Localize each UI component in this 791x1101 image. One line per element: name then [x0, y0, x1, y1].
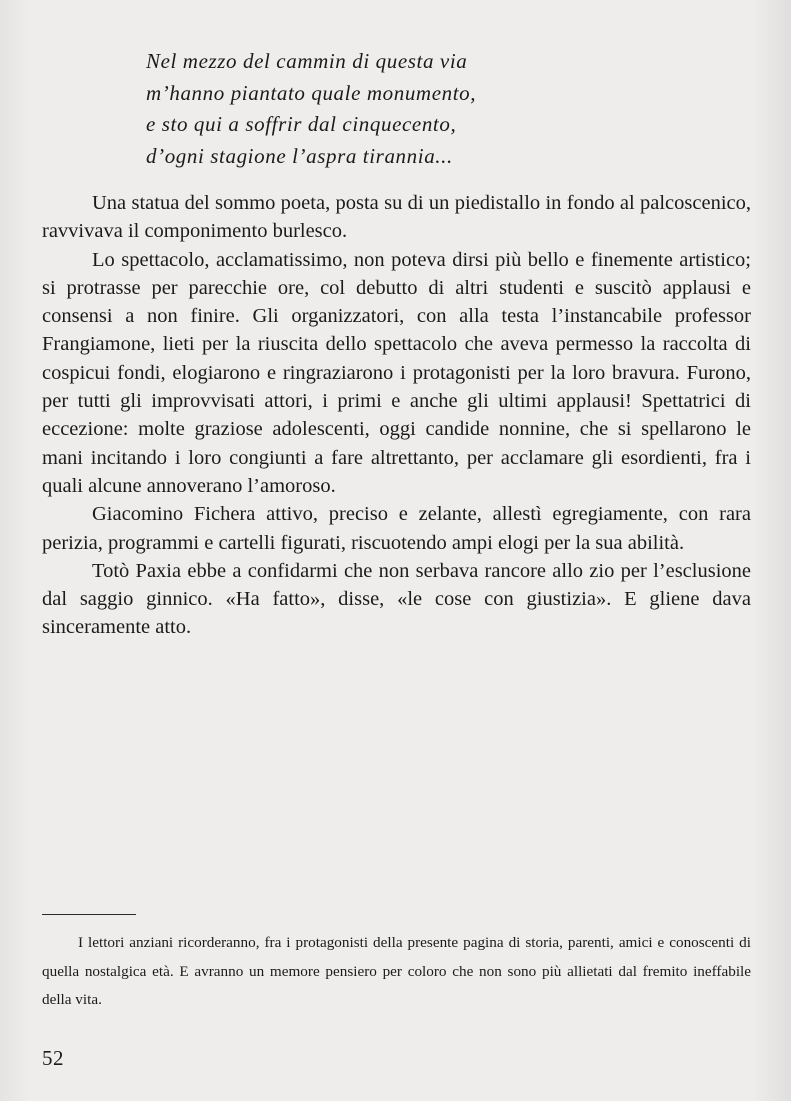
- verse-stanza: [146, 46, 566, 172]
- verse-line: Nel mezzo del cammin di questa via: [146, 49, 468, 73]
- footnote-divider: [42, 914, 136, 915]
- paragraph: Lo spettacolo, acclamatissimo, non poteva dirsi più bello e finemente artistico; si protrasse per parecchie ore, col debutto di altri studenti e suscitò applausi e consensi a non finire. Gli organizzatori, con alla testa l’instancabile professor Frangiamone, lieti per la riuscita dello spettacolo che aveva permesso la raccolta di cospicui fondi, elogiarono e ringraziarono i protagonisti per la loro bravura. Furono, per tutti gli improvvisati attori, i primi e anche gli ultimi applausi! Spettatrici di eccezione: molte graziose adolescenti, oggi candide nonnine, che si spellarono le mani incitando i loro congiunti a fare altrettanto, per acclamare gli esordienti, fra i quali alcune annoverano l’amoroso.: [42, 248, 751, 497]
- body-text: [42, 189, 751, 642]
- verse-line: d’ogni stagione l’aspra tirannia...: [146, 143, 453, 168]
- page-number: 52: [42, 1046, 64, 1070]
- verse-line: m’hanno piantato quale monumento,: [146, 80, 477, 105]
- paragraph: Giacomino Fichera attivo, preciso e zelante, allestì egregiamente, con rara perizia, programmi e cartelli figurati, riscuotendo ampi elogi per la sua abilità.: [42, 503, 751, 554]
- verse-line: e sto qui a soffrir dal cinquecento,: [146, 112, 457, 136]
- paragraph: Totò Paxia ebbe a confidarmi che non serbava rancore allo zio per l’esclusione dal saggio ginnico. «Ha fatto», disse, «le cose con giustizia». E gliene dava sinceramente atto.: [42, 559, 751, 639]
- footnote: I lettori anziani ricorderanno, fra i protagonisti della presente pagina di storia, parenti, amici e conoscenti di quella nostalgica età. E avranno un memore pensiero per coloro che non sono più allietati dal fremito ineffabile della vita.: [42, 934, 751, 1008]
- paragraph: Una statua del sommo poeta, posta su di un piedistallo in fondo al palcoscenico, ravvivava il componimento burlesco.: [42, 192, 751, 243]
